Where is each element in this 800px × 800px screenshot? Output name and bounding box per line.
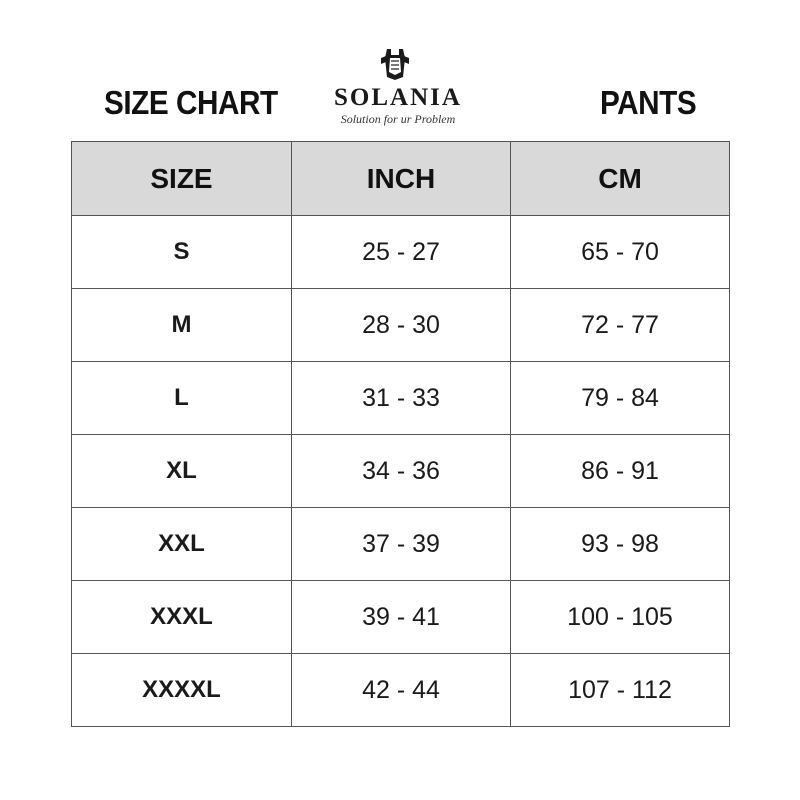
table-header-row — [72, 142, 730, 216]
cm-cell: 65 - 70 — [511, 216, 730, 289]
inch-cell: 34 - 36 — [292, 435, 511, 508]
chart-header — [0, 0, 800, 140]
inch-cell: 39 - 41 — [292, 581, 511, 654]
table-row — [72, 289, 730, 362]
bodysuit-icon — [377, 46, 413, 82]
cm-cell: 93 - 98 — [511, 508, 730, 581]
size-cell: XXL — [72, 508, 292, 581]
table-row — [72, 508, 730, 581]
cm-cell: 100 - 105 — [511, 581, 730, 654]
cm-cell: 79 - 84 — [511, 362, 730, 435]
size-cell: L — [72, 362, 292, 435]
cm-cell: 86 - 91 — [511, 435, 730, 508]
brand-logo — [300, 46, 500, 130]
inch-cell: 37 - 39 — [292, 508, 511, 581]
size-cell: XL — [72, 435, 292, 508]
cm-cell: 107 - 112 — [511, 654, 730, 727]
inch-cell: 28 - 30 — [292, 289, 511, 362]
category-title: PANTS — [600, 84, 697, 121]
brand-tagline: Solution for ur Problem — [340, 112, 456, 126]
column-header-cm: CM — [511, 142, 730, 216]
size-cell: M — [72, 289, 292, 362]
table-row — [72, 654, 730, 727]
column-header-inch: INCH — [292, 142, 511, 216]
size-cell: XXXL — [72, 581, 292, 654]
table-row — [72, 216, 730, 289]
table-row — [72, 581, 730, 654]
inch-cell: 31 - 33 — [292, 362, 511, 435]
column-header-size: SIZE — [72, 142, 292, 216]
table-row — [72, 362, 730, 435]
inch-cell: 25 - 27 — [292, 216, 511, 289]
size-cell: S — [72, 216, 292, 289]
size-cell: XXXXL — [72, 654, 292, 727]
size-chart-title: SIZE CHART — [104, 84, 278, 121]
cm-cell: 72 - 77 — [511, 289, 730, 362]
inch-cell: 42 - 44 — [292, 654, 511, 727]
brand-name: SOLANIA — [334, 84, 462, 111]
table-row — [72, 435, 730, 508]
size-table — [71, 141, 730, 727]
